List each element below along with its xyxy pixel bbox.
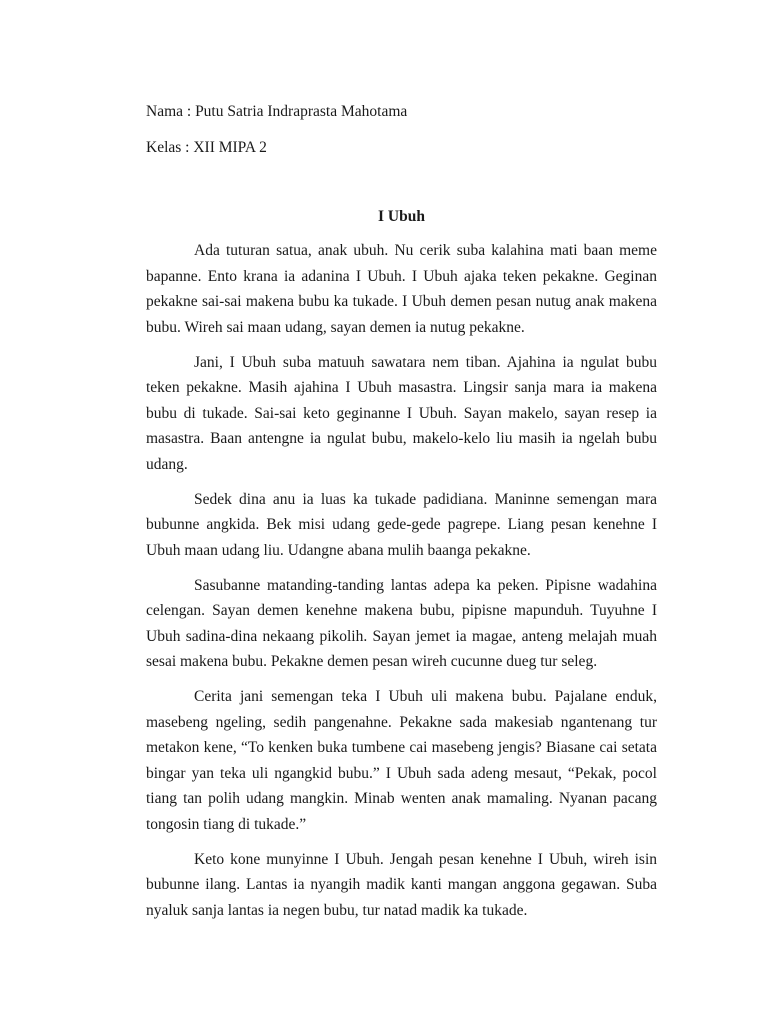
story-body [146,238,657,933]
story-paragraph: Keto kone munyinne I Ubuh. Jengah pesan kenehne I Ubuh, wireh isin bubunne ilang. Lantas ia nyangih madik kanti mangan anggona gegawan. Suba nyaluk sanja lantas ia negen bubu, tur natad madik ka tukade. [146,850,657,919]
student-name-line: Nama : Putu Satria Indraprasta Mahotama [146,103,408,120]
story-paragraph: Cerita jani semengan teka I Ubuh uli makena bubu. Pajalane enduk, masebeng ngeling, sedih pangenahne. Pekakne sada makesiab ngantenang tur metakon kene, “To kenken buka tumbene cai masebeng jengis? Biasane cai setata bingar yan teka uli ngangkid bubu.” I Ubuh sada adeng mesaut, “Pekak, pocol tiang tan polih udang mangkin. Minab wenten anak mamaling. Nyanan pacang tongosin tiang di tukade.” [146,688,657,833]
story-paragraph: Sedek dina anu ia luas ka tukade padidiana. Maninne semengan mara bubunne angkida. Bek misi udang gede-gede pagrepe. Liang pesan kenehne I Ubuh maan udang liu. Udangne abana mulih baanga pekakne. [146,490,657,559]
story-paragraph: Sasubanne matanding-tanding lantas adepa ka peken. Pipisne wadahina celengan. Sayan demen kenehne makena bubu, pipisne mapunduh. Tuyuhne I Ubuh sadina-dina nekaang pikolih. Sayan jemet ia magae, anteng melajah muah sesai makena bubu. Pekakne demen pesan wireh cucunne dueg tur seleg. [146,576,657,670]
student-class-line: Kelas : XII MIPA 2 [146,139,267,156]
story-paragraph: Ada tuturan satua, anak ubuh. Nu cerik suba kalahina mati baan meme bapanne. Ento krana ia adanina I Ubuh. I Ubuh ajaka teken pekakne. Geginan pekakne sai-sai makena bubu ka tukade. I Ubuh demen pesan nutug anak makena bubu. Wireh sai maan udang, sayan demen ia nutug pekakne. [146,242,657,336]
story-title: I Ubuh [378,208,425,225]
story-paragraph: Jani, I Ubuh suba matuuh sawatara nem tiban. Ajahina ia ngulat bubu teken pekakne. Masih ajahina I Ubuh masastra. Lingsir sanja mara ia makena bubu di tukade. Sai-sai keto geginanne I Ubuh. Sayan makelo, sayan resep ia masastra. Baan antengne ia ngulat bubu, makelo-kelo liu masih ia ngelah bubu udang. [146,353,657,473]
